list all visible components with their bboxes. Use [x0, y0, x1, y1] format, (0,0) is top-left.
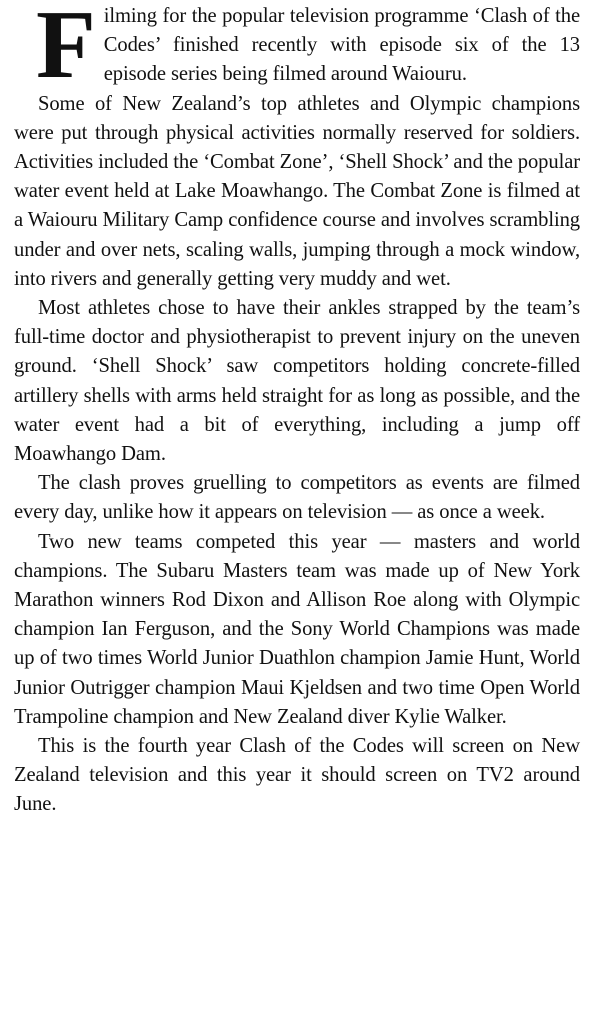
- article-paragraph-2: Some of New Zealand’s top athletes and Olympic champions were put through physical activities normally reserved for soldiers. Activities included the ‘Combat Zone’, ‘Shell Shock’ and the popular water event held at Lake Moawhango. The Combat Zone is filmed at a Waiouru Military Camp confidence course and involves scrambling under and over nets, scaling walls, jumping through a mock window, into rivers and generally getting very muddy and wet.: [14, 92, 580, 290]
- drop-cap: F: [36, 0, 96, 99]
- article-paragraph-6: This is the fourth year Clash of the Codes will screen on New Zealand television and this year it should screen on TV2 around June.: [14, 735, 580, 816]
- paragraph-1-text: ilming for the popular television programme ‘Clash of the Codes’ finished recently with episode six of the 13 episode series being filmed around Waiouru.: [103, 5, 580, 86]
- article-paragraph-5: Two new teams competed this year — masters and world champions. The Subaru Masters team was made up of New York Marathon winners Rod Dixon and Allison Roe along with Olympic champion Ian Ferguson, and the Sony World Champions was made up of two times World Junior Duathlon champion Jamie Hunt, World Junior Outrigger champion Maui Kjeldsen and two time Open World Trampoline champion and New Zealand diver Kylie Walker.: [14, 530, 580, 728]
- article-paragraph-3: Most athletes chose to have their ankles strapped by the team’s full-time doctor and physiotherapist to prevent injury on the uneven ground. ‘Shell Shock’ saw competitors holding concrete-filled artillery shells with arms held straight for as long as possible, and the water event had a bit of everything, including a jump off Moawhango Dam.: [14, 297, 580, 466]
- article-paragraph-1: [14, 0, 580, 99]
- article-paragraph-4: The clash proves gruelling to competitors as events are filmed every day, unlike how it appears on television — as once a week.: [14, 472, 580, 524]
